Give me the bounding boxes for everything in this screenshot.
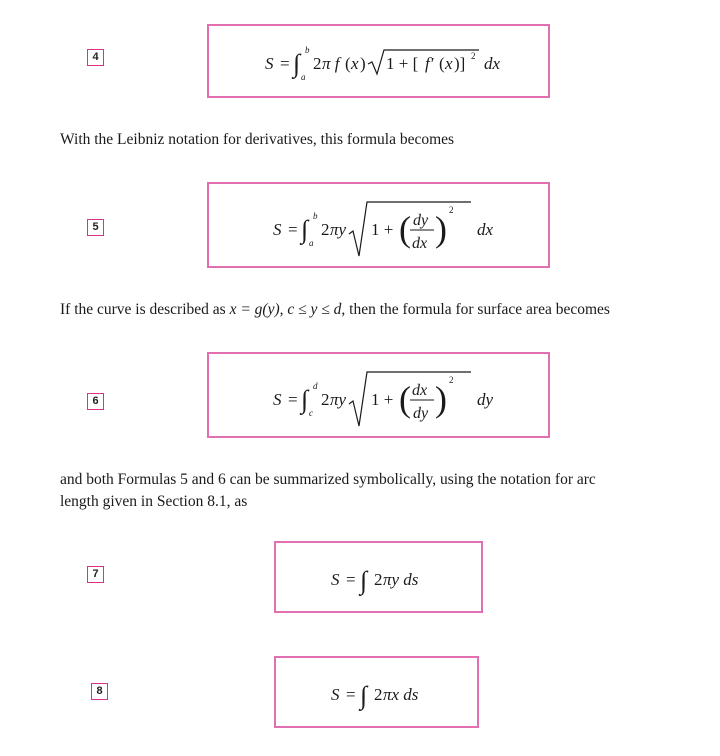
curve-condition-math: x = g(y), c ≤ y ≤ d [229,301,342,318]
surface-area-formula-dxdy [209,354,552,440]
svg-text:2: 2 [449,205,454,215]
svg-text:dy: dy [477,390,494,409]
svg-text:dx: dx [412,382,428,399]
formula-box-6 [207,352,550,438]
formula-box-4 [207,24,550,98]
equation-number-6: 6 [87,393,104,410]
formula-box-8 [274,656,479,728]
svg-text:(: ( [399,379,411,419]
paragraph-curve-gy: If the curve is described as x = g(y), c ≤ y ≤ d, then the formula for surface area becomes [60,301,610,318]
svg-text:b: b [305,45,310,55]
formula-box-5 [207,182,550,268]
svg-text:a: a [309,238,314,248]
svg-text:2: 2 [449,375,454,385]
svg-text:∫: ∫ [301,385,309,414]
svg-text:πy: πy [330,390,347,409]
surface-area-formula-y-ds [276,543,485,615]
svg-text:2: 2 [321,220,330,239]
svg-text:b: b [313,211,318,221]
svg-text:π f: π f [322,54,340,73]
svg-text:dy: dy [413,212,429,229]
svg-text:(: ( [345,54,351,73]
svg-text:): ) [435,209,447,249]
svg-text:=: = [280,54,290,73]
svg-text:S: S [265,54,274,73]
surface-area-formula-dydx [209,184,552,270]
svg-text:): ) [435,379,447,419]
svg-text:∫: ∫ [360,566,368,595]
svg-text:∫: ∫ [293,49,301,78]
svg-text:2: 2 [374,685,383,704]
svg-text:S: S [273,390,282,409]
svg-text:): ) [360,54,366,73]
svg-text:2: 2 [313,54,322,73]
svg-text:dy: dy [413,405,429,422]
svg-text:=: = [346,570,356,589]
svg-text:∫: ∫ [301,215,309,244]
svg-text:dx: dx [412,235,428,252]
svg-text:1 +: 1 + [371,390,394,409]
svg-text:1 +: 1 + [371,220,394,239]
equation-number-4: 4 [87,49,104,66]
svg-text:dx: dx [477,220,494,239]
equation-number-8: 8 [91,683,108,700]
paragraph-summary-line2: length given in Section 8.1, as [60,493,248,510]
svg-text:=: = [288,220,298,239]
svg-text:πy: πy [330,220,347,239]
svg-text:)]: )] [454,54,466,73]
svg-text:2: 2 [471,51,476,61]
svg-text:∫: ∫ [360,681,368,710]
equation-number-5: 5 [87,219,104,236]
svg-text:x: x [351,54,359,73]
formula-box-7 [274,541,483,613]
svg-text:(: ( [439,54,445,73]
svg-text:d: d [313,381,318,391]
svg-text:2: 2 [321,390,330,409]
svg-text:a: a [301,72,306,82]
svg-text:S: S [331,685,340,704]
svg-text:f′: f′ [425,54,434,73]
equation-number-7: 7 [87,566,104,583]
paragraph-leibniz: With the Leibniz notation for derivatives, this formula becomes [60,131,455,148]
svg-text:πy ds: πy ds [383,570,419,589]
svg-text:=: = [288,390,298,409]
svg-text:c: c [309,408,313,418]
svg-text:πx ds: πx ds [383,685,419,704]
paragraph-summary-line1: and both Formulas 5 and 6 can be summarized symbolically, using the notation for arc [60,471,596,488]
svg-text:dx: dx [484,54,501,73]
svg-text:S: S [331,570,340,589]
svg-text:1 + [: 1 + [ [386,54,419,73]
surface-area-formula-fx [209,26,552,100]
svg-text:=: = [346,685,356,704]
svg-text:(: ( [399,209,411,249]
svg-text:2: 2 [374,570,383,589]
svg-text:x: x [445,54,453,73]
svg-text:S: S [273,220,282,239]
surface-area-formula-x-ds [276,658,481,730]
